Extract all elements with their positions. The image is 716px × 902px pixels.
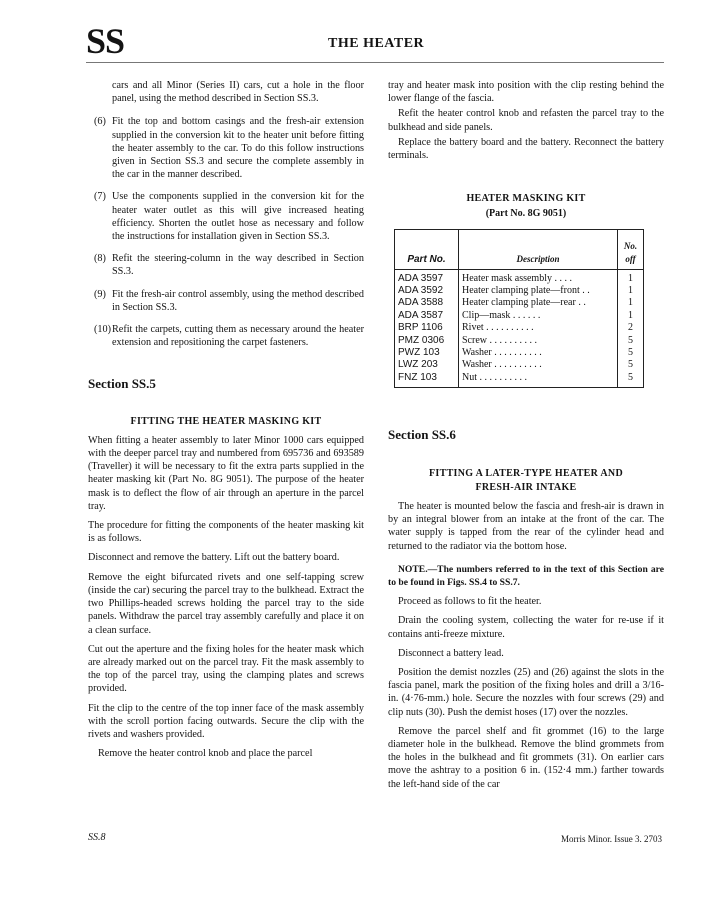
step-10: (10) Refit the carpets, cutting them as necessary around the heater extension and repositioning the carpet fasteners. bbox=[94, 324, 364, 349]
step-6: (6) Fit the top and bottom casings and the fresh-air extension supplied in the conversion kit to the heater unit before fitting the heater assembly to the car. To do this follow instructions given in Section SS.3 and secure the complete assembly in the car in the manner described. bbox=[94, 116, 364, 181]
paragraph: tray and heater mask into position with the clip resting behind the lower flange of the fascia. bbox=[388, 80, 664, 105]
paragraph: Cut out the aperture and the fixing holes for the heater mask which are already marked out on the parcel tray. Fit the mask assembly to the top of the parcel tray, using the clamping plates and screws provided. bbox=[88, 643, 364, 695]
paragraph: The heater is mounted below the fascia and fresh-air is drawn in by an integral blower from an intake at the front of the car. The water supply is tapped from the rear of the cylinder head and returned to the radiator via the bottom hose. bbox=[388, 500, 664, 552]
column-header-part-no: Part No. bbox=[395, 229, 459, 269]
paragraph: When fitting a heater assembly to later Minor 1000 cars equipped with the deeper parcel tray and numbered from 695736 and 693589 (Traveller) it will be necessary to fit the extra parts supplied in the heater masking kit (Part No. 8G 9051). The purpose of the heater mask is to deflect the flow of air through an aperture in the parcel tray. bbox=[88, 434, 364, 512]
table-row: ADA 3597 Heater mask assembly . . . . 1 bbox=[395, 269, 644, 285]
paragraph: Proceed as follows to fit the heater. bbox=[398, 596, 542, 608]
table-header-row bbox=[395, 229, 644, 269]
paragraph: Remove the parcel shelf and fit grommet (16) to the large diameter hole in the bulkhead. Remove the blind grommets from the holes in the bulkhead and fit grommets (31). On earlier cars move the ashtray to a position 6 in. (152·4 mm.) farther towards the left-hand side of the car bbox=[388, 725, 664, 790]
paragraph: The procedure for fitting the components of the heater masking kit is as follows. bbox=[88, 520, 364, 545]
intro-continuation: cars and all Minor (Series II) cars, cut a hole in the floor panel, using the method described in Section SS.3. bbox=[112, 80, 364, 105]
paragraph: Remove the eight bifurcated rivets and one self-tapping screw (inside the car) securing the parcel tray to the bulkhead. Extract the two Phillips-headed screws holding the parcel tray to the side panels. Withdraw the parcel tray assembly carefully and place it on a clean surface. bbox=[88, 571, 364, 636]
table-row: ADA 3592 Heater clamping plate—front . . 1 bbox=[395, 285, 644, 297]
header-rule bbox=[86, 62, 664, 63]
table-row: ADA 3587 Clip—mask . . . . . . 1 bbox=[395, 310, 644, 322]
step-7: (7) Use the components supplied in the conversion kit for the heater water outlet as this will give increased heating efficiency. Shorten the outlet hose as necessary and follow the instructions for installation given in Section SS.3. bbox=[94, 191, 364, 243]
right-column bbox=[388, 79, 664, 797]
step-8: (8) Refit the steering-column in the way described in Section SS.3. bbox=[94, 253, 364, 278]
table-row: ADA 3588 Heater clamping plate—rear . . 1 bbox=[395, 297, 644, 309]
paragraph: Replace the battery board and the battery. Reconnect the battery terminals. bbox=[388, 136, 664, 162]
subheading-masking-kit: FITTING THE HEATER MASKING KIT bbox=[130, 415, 322, 427]
paragraph: Refit the heater control knob and refasten the parcel tray to the bulkhead and side panels. bbox=[388, 108, 664, 133]
table-row: LWZ 203 Washer . . . . . . . . . . 5 bbox=[395, 359, 644, 371]
paragraph: Drain the cooling system, collecting the water for re-use if it contains anti-freeze mixture. bbox=[388, 615, 664, 640]
section-code: SS bbox=[86, 21, 125, 61]
kit-part-number: (Part No. 8G 9051) bbox=[485, 208, 567, 220]
page-title: THE HEATER bbox=[328, 36, 425, 51]
table-row: PMZ 0306 Screw . . . . . . . . . . 5 bbox=[395, 335, 644, 347]
parts-table bbox=[394, 229, 644, 389]
section-heading-ss5: Section SS.5 bbox=[88, 376, 156, 392]
paragraph: Disconnect and remove the battery. Lift out the battery board. bbox=[88, 552, 340, 564]
subheading-later-heater-2: FRESH-AIR INTAKE bbox=[475, 481, 577, 493]
publication-info: Morris Minor. Issue 3. 2703 bbox=[561, 834, 662, 844]
table-row: BRP 1106 Rivet . . . . . . . . . . 2 bbox=[395, 322, 644, 334]
kit-title: HEATER MASKING KIT bbox=[466, 193, 586, 205]
column-header-description: Description bbox=[459, 229, 618, 269]
left-column bbox=[88, 79, 364, 766]
column-header-qty: No. off bbox=[618, 229, 644, 269]
step-9: (9) Fit the fresh-air control assembly, using the method described in Section SS.3. bbox=[94, 288, 364, 313]
section-heading-ss6: Section SS.6 bbox=[388, 427, 456, 443]
paragraph: Disconnect a battery lead. bbox=[398, 647, 504, 659]
table-row: FNZ 103 Nut . . . . . . . . . . 5 bbox=[395, 372, 644, 388]
note: NOTE.—The numbers referred to in the text of this Section are to be found in Figs. SS.4 to SS.7. bbox=[388, 563, 664, 588]
page-number: SS.8 bbox=[88, 832, 106, 843]
paragraph: Remove the heater control knob and place the parcel bbox=[98, 748, 313, 760]
paragraph: Position the demist nozzles (25) and (26) against the slots in the fascia panel, mark the position of the fixing holes and drill a 3/16-in. (4·76-mm.) hole. Secure the nozzles with four screws (29) and clip nuts (30). Push the demist hoses (17) over the nozzles. bbox=[388, 666, 664, 718]
paragraph: Fit the clip to the centre of the top inner face of the mask assembly with the scroll portion facing outwards. Secure the clip with the rivets and washers provided. bbox=[88, 702, 364, 740]
table-row: PWZ 103 Washer . . . . . . . . . . 5 bbox=[395, 347, 644, 359]
subheading-later-heater-1: FITTING A LATER-TYPE HEATER AND bbox=[429, 468, 623, 480]
